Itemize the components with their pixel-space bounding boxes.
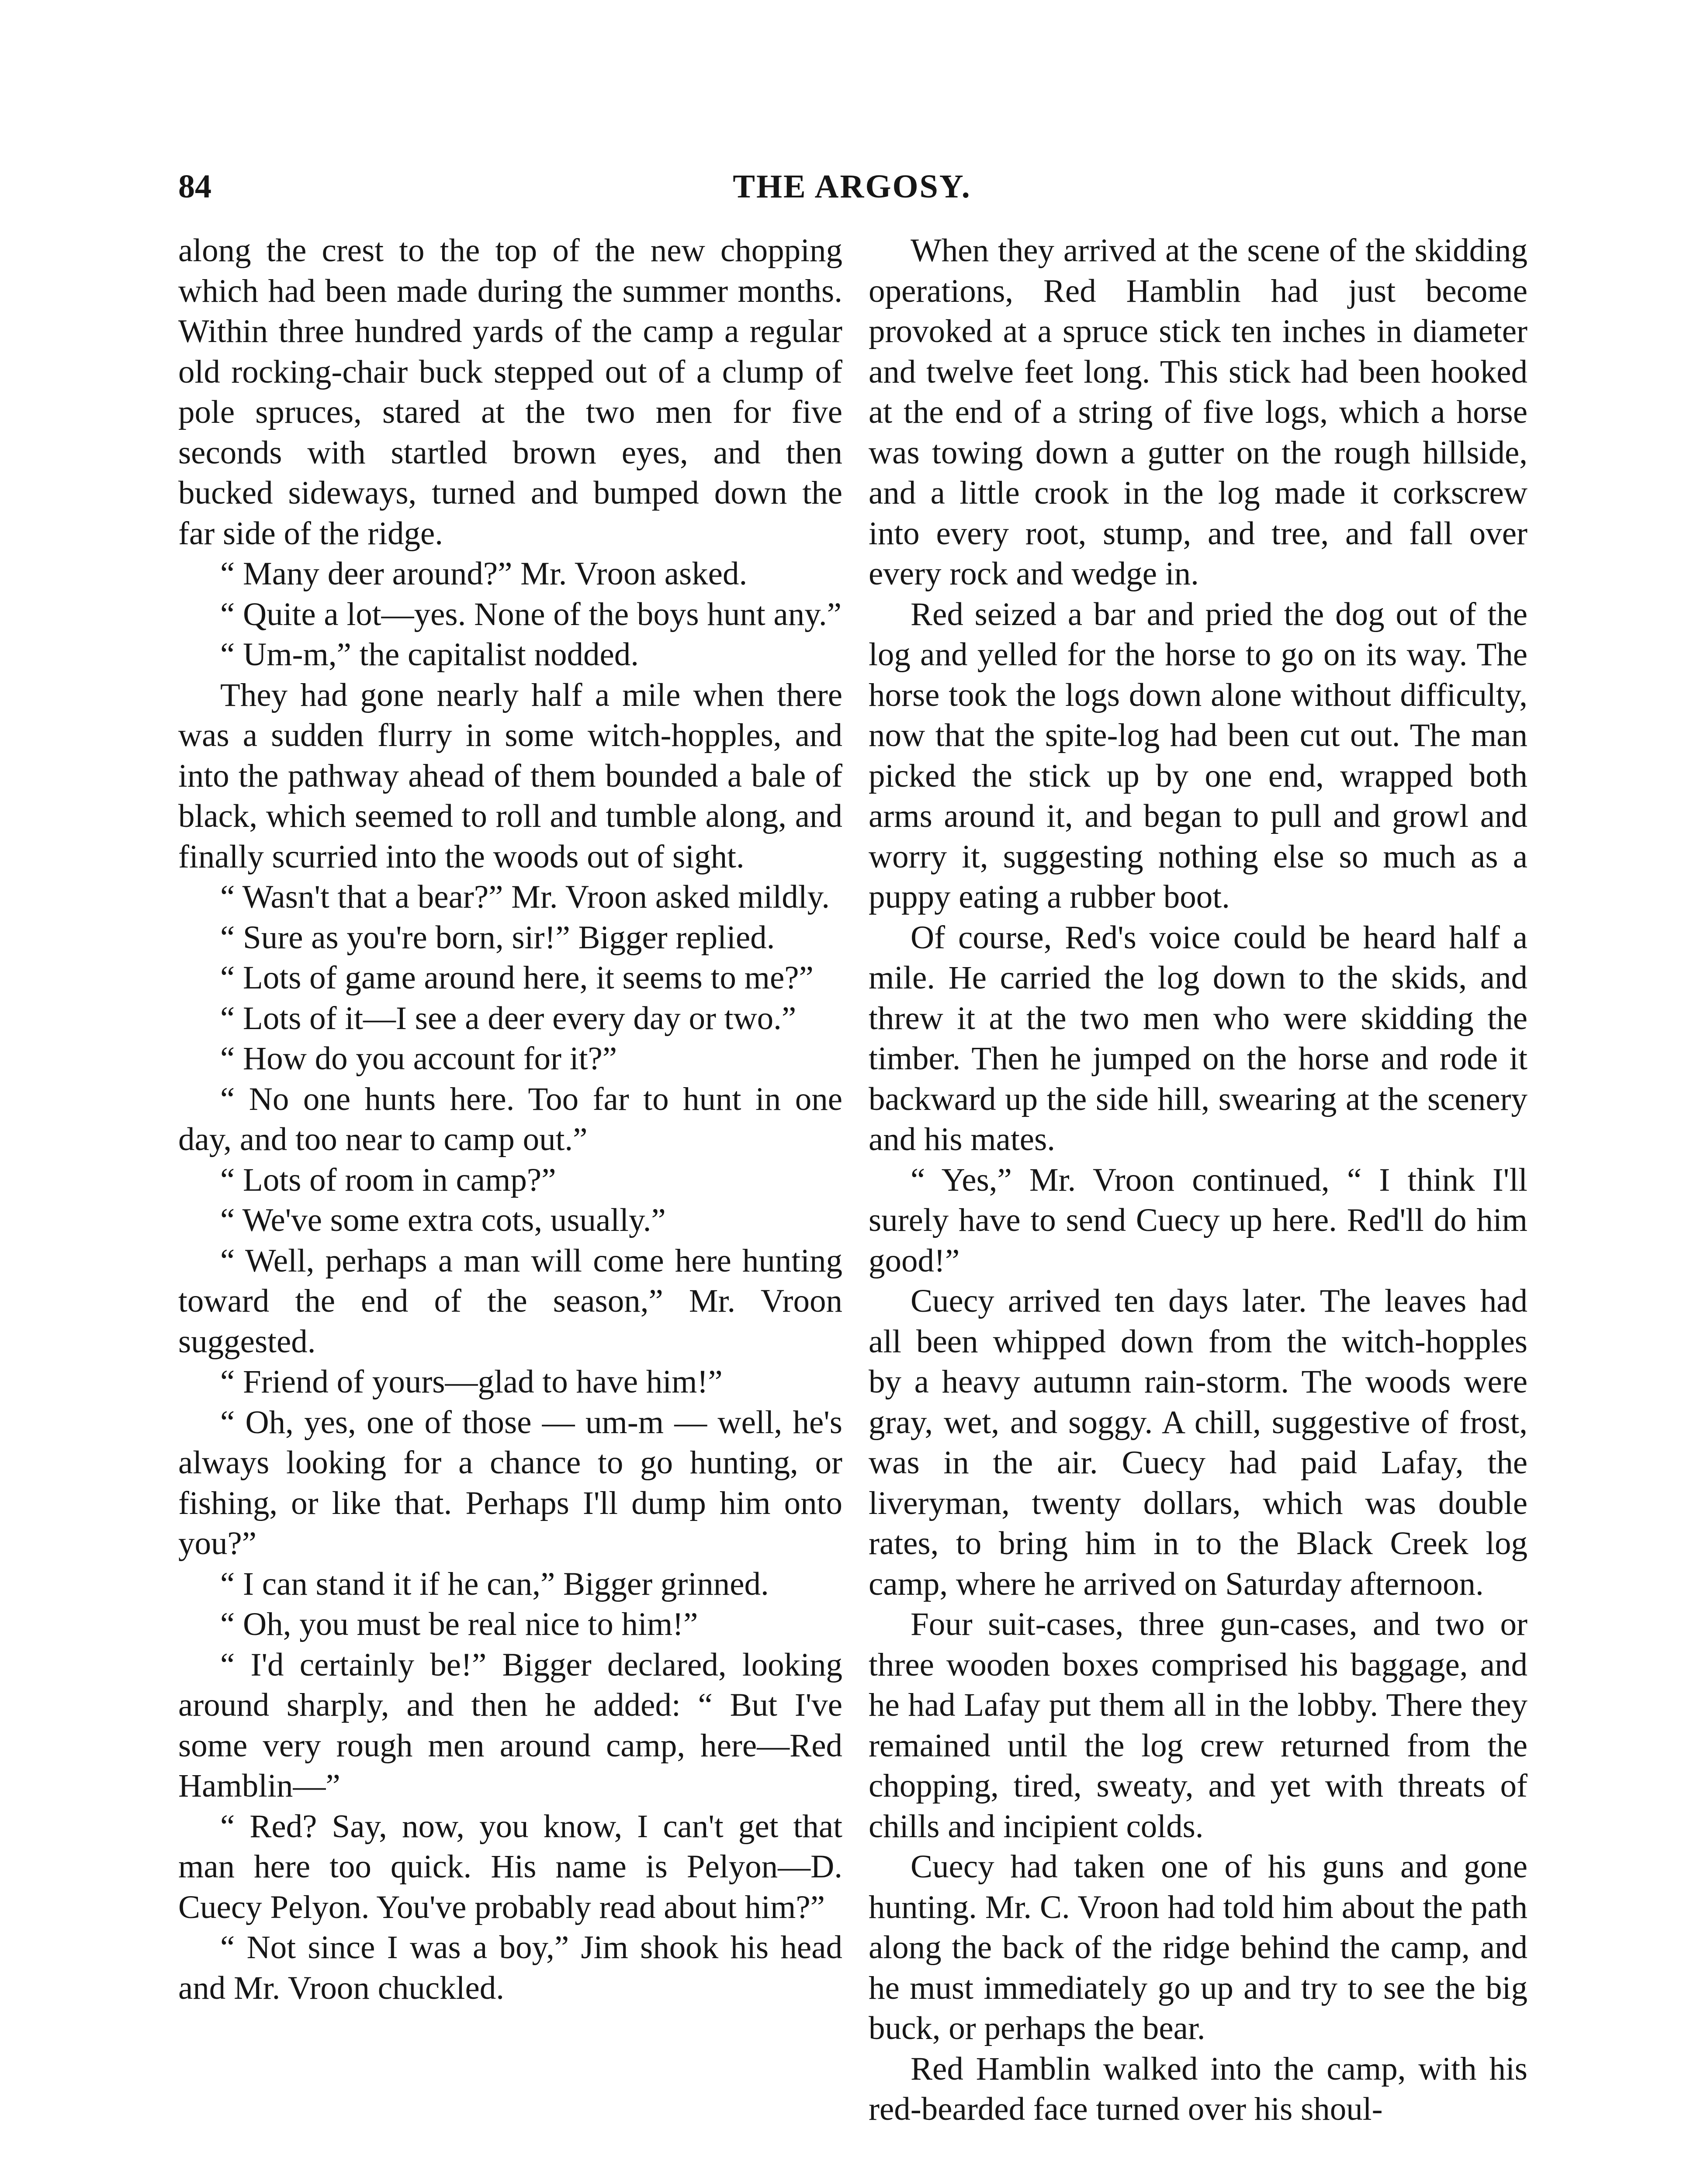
- paragraph: “ We've some extra cots, usually.”: [220, 1202, 666, 1238]
- paragraph: “ How do you account for it?”: [220, 1040, 617, 1077]
- paragraph: Red seized a bar and pried the dog out of the log and yelled for the horse to go on its way. The horse took the logs down alone without difficulty, now that the spite-log had been cut out. The man picked the stick up by one end, wrapped both arms around it, and began to pull and growl and worry it, suggesting nothing else so much as a puppy eating a rubber boot.: [869, 596, 1527, 915]
- paragraph: “ Sure as you're born, sir!” Bigger replied.: [220, 919, 775, 956]
- paragraph: “ Lots of it—I see a deer every day or two.”: [220, 1000, 797, 1037]
- paragraph: along the crest to the top of the new chopping which had been made during the summer months. Within three hundred yards of the camp a regular old rocking-chair buck stepped out of a clump of pole spruces, stared at the two men for five seconds with startled brown eyes, and then bucked sideways, turned and bumped down the far side of the ridge.: [178, 232, 842, 552]
- paragraph: “ Not since I was a boy,” Jim shook his head and Mr. Vroon chuckled.: [178, 1929, 842, 2006]
- paragraph: “ Um-m,” the capitalist nodded.: [220, 636, 639, 673]
- paragraph: “ Lots of game around here, it seems to me?”: [220, 960, 814, 996]
- paragraph: “ I can stand it if he can,” Bigger grinned.: [220, 1565, 769, 1602]
- paragraph: Cuecy had taken one of his guns and gone hunting. Mr. C. Vroon had told him about the path along the back of the ridge behind the camp, and he must immediately go up and try to see the big buck, or perhaps the bear.: [869, 1849, 1527, 2046]
- paragraph: When they arrived at the scene of the skidding operations, Red Hamblin had just become provoked at a spruce stick ten inches in diameter and twelve feet long. This stick had been hooked at the end of a string of five logs, which a horse was towing down a gutter on the rough hillside, and a little crook in the log made it corkscrew into every root, stump, and tree, and fall over every rock and wedge in.: [869, 232, 1527, 592]
- paragraph: “ Many deer around?” Mr. Vroon asked.: [220, 556, 748, 592]
- paragraph: “ Wasn't that a bear?” Mr. Vroon asked mildly.: [220, 879, 830, 915]
- paragraph: They had gone nearly half a mile when there was a sudden flurry in some witch-hopples, and into the pathway ahead of them bounded a bale of black, which seemed to roll and tumble along, and finally scurried into the woods out of sight.: [178, 677, 842, 875]
- page-header: [178, 162, 1526, 215]
- paragraph: “ I'd certainly be!” Bigger declared, looking around sharply, and then he added: “ But I've some very rough men around camp, here—Red Hamblin—”: [178, 1646, 842, 1804]
- page-number: 84: [178, 168, 211, 205]
- paragraph: “ Yes,” Mr. Vroon continued, “ I think I'll surely have to send Cuecy up here. Red'll do him good!”: [869, 1161, 1527, 1279]
- right-column: [869, 231, 1527, 2184]
- paragraph: “ Oh, you must be real nice to him!”: [220, 1606, 698, 1642]
- paragraph: “ Oh, yes, one of those — um-m — well, he's always looking for a chance to go hunting, or fishing, or like that. Perhaps I'll dump him onto you?”: [178, 1404, 842, 1562]
- paragraph: Four suit-cases, three gun-cases, and two or three wooden boxes comprised his baggage, and he had Lafay put them all in the lobby. There they remained until the log crew returned from the chopping, tired, sweaty, and yet with threats of chills and incipient colds.: [869, 1606, 1527, 1845]
- paragraph: “ Red? Say, now, you know, I can't get that man here too quick. His name is Pelyon—D. Cuecy Pelyon. You've probably read about him?”: [178, 1808, 842, 1925]
- paragraph: “ Well, perhaps a man will come here hunting toward the end of the season,” Mr. Vroon suggested.: [178, 1242, 842, 1360]
- paragraph: Red Hamblin walked into the camp, with his red-bearded face turned over his shoul-: [869, 2050, 1527, 2127]
- paragraph: “ No one hunts here. Too far to hunt in one day, and too near to camp out.”: [178, 1081, 842, 1158]
- paragraph: Cuecy arrived ten days later. The leaves had all been whipped down from the witch-hopples by a heavy autumn rain-storm. The woods were gray, wet, and soggy. A chill, suggestive of frost, was in the air. Cuecy had paid Lafay, the liveryman, twenty dollars, which was double rates, to bring him in to the Black Creek log camp, where he arrived on Saturday afternoon.: [869, 1283, 1527, 1602]
- paragraph: Of course, Red's voice could be heard half a mile. He carried the log down to the skids, and threw it at the two men who were skidding the timber. Then he jumped on the horse and rode it backward up the side hill, swearing at the scenery and his mates.: [869, 919, 1527, 1158]
- left-column: [178, 231, 842, 2184]
- running-head: THE ARGOSY.: [733, 168, 971, 205]
- paragraph: “ Lots of room in camp?”: [220, 1161, 556, 1198]
- paragraph: “ Quite a lot—yes. None of the boys hunt any.”: [220, 596, 842, 632]
- paragraph: “ Friend of yours—glad to have him!”: [220, 1364, 723, 1400]
